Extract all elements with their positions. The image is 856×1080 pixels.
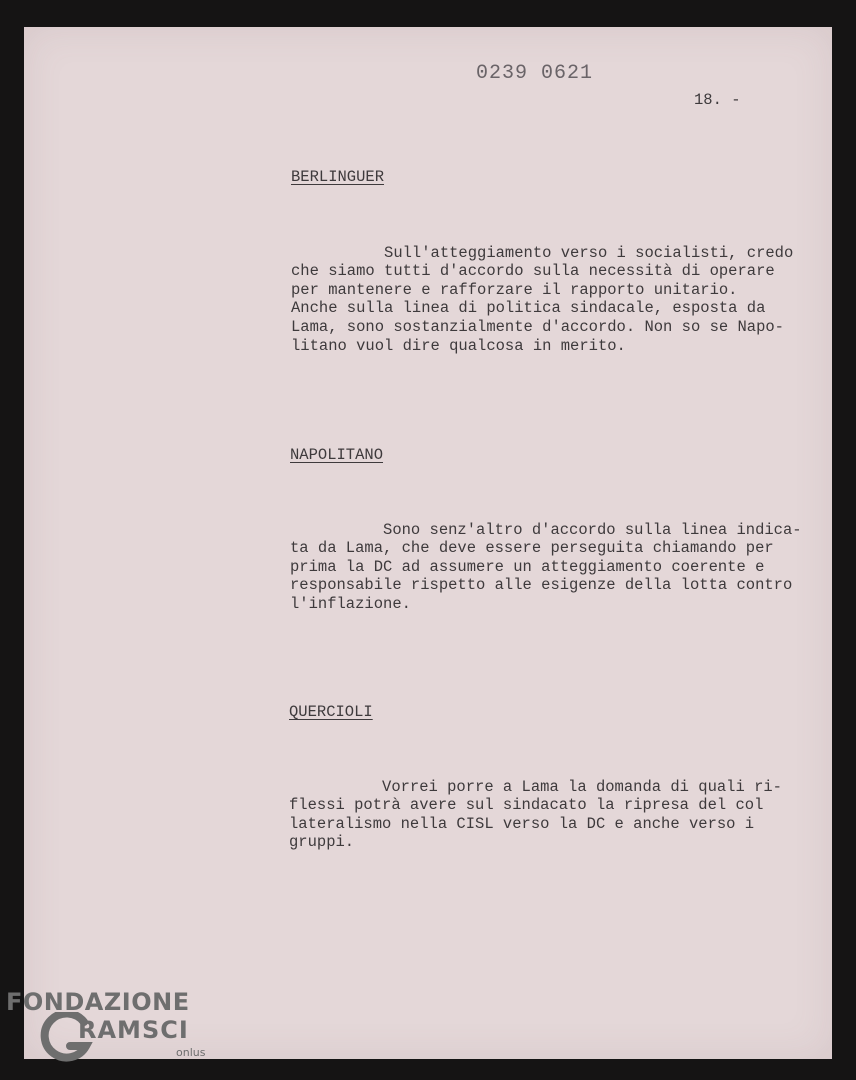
text-line: litano vuol dire qualcosa in merito. (291, 336, 626, 355)
text-line: Anche sulla linea di politica sindacale, esposta da (291, 299, 766, 318)
text-line: gruppi. (289, 833, 355, 852)
text-line: che siamo tutti d'accordo sulla necessità di operare (291, 262, 775, 281)
text-line: responsabile rispetto alle esigenze della lotta contro (290, 576, 793, 595)
speaker-quercioli: QUERCIOLI (289, 703, 373, 721)
paragraph-berlinguer (291, 225, 793, 374)
watermark-line2: RAMSCI (78, 1016, 189, 1044)
text-line: Vorrei porre a Lama la domanda di quali ri- (289, 777, 782, 796)
watermark-line3: onlus (176, 1046, 206, 1059)
text-line: Sono senz'altro d'accordo sulla linea indica- (290, 520, 802, 539)
text-line: lateralismo nella CISL verso la DC e anche verso i (289, 814, 755, 833)
fondazione-gramsci-watermark (6, 988, 226, 1068)
page-number: 18. - (694, 91, 741, 109)
watermark-line1: FONDAZIONE (6, 988, 190, 1016)
text-line: ta da Lama, che deve essere perseguita chiamando per (290, 539, 774, 558)
text-line: l'inflazione. (290, 594, 411, 613)
text-line: flessi potrà avere sul sindacato la ripresa del col (289, 796, 764, 815)
text-line: Lama, sono sostanzialmente d'accordo. Non so se Napo- (291, 317, 784, 336)
speaker-berlinguer: BERLINGUER (291, 168, 385, 186)
paragraph-napolitano (290, 502, 802, 632)
archive-stamp: 0239 0621 (476, 62, 594, 85)
text-line: prima la DC ad assumere un atteggiamento coerente e (290, 557, 765, 576)
text-line: per mantenere e rafforzare il rapporto unitario. (291, 280, 738, 299)
paragraph-quercioli (289, 759, 782, 871)
text-line: Sull'atteggiamento verso i socialisti, credo (291, 243, 794, 262)
speaker-napolitano: NAPOLITANO (290, 446, 384, 464)
